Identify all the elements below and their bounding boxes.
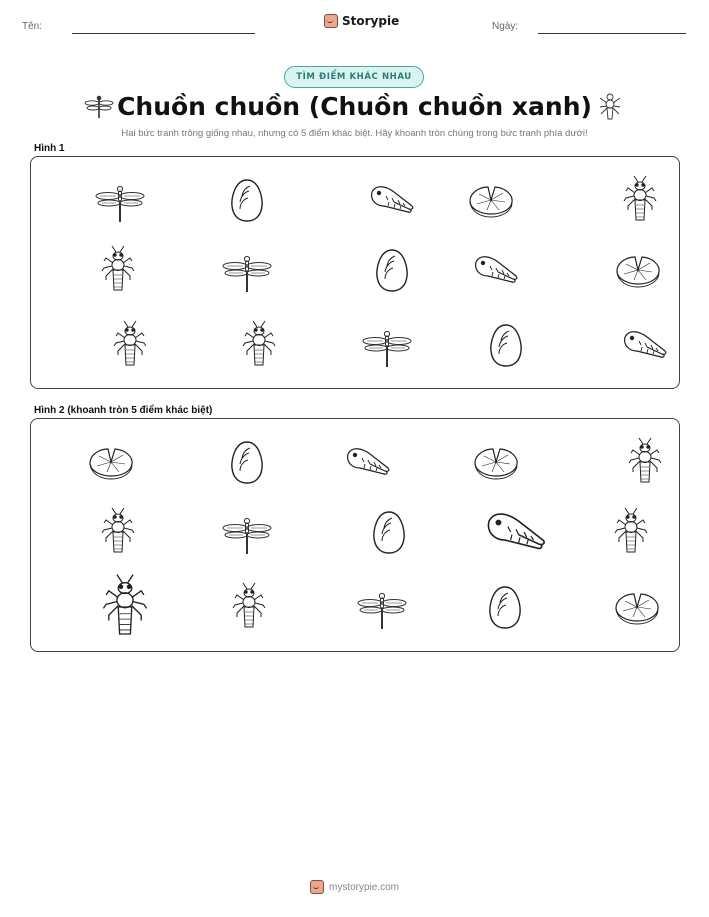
picture-1-panel bbox=[30, 156, 680, 389]
jaw-icon[interactable] bbox=[348, 449, 389, 474]
nymph-icon bbox=[243, 321, 275, 365]
egg-icon[interactable] bbox=[490, 587, 520, 628]
picture-1-grid bbox=[29, 155, 679, 388]
dragonfly-icon[interactable] bbox=[358, 594, 406, 630]
egg-icon bbox=[232, 180, 262, 221]
lilypad-icon bbox=[470, 187, 512, 217]
egg-icon bbox=[491, 325, 521, 366]
footer bbox=[0, 880, 709, 894]
egg-icon[interactable] bbox=[374, 512, 404, 553]
instructions: Hai bức tranh trông giống nhau, nhưng có 5 điểm khác biệt. Hãy khoanh tròn chúng trong bức tranh phía dưới! bbox=[121, 128, 588, 139]
date-line[interactable] bbox=[538, 33, 686, 34]
lilypad-icon[interactable] bbox=[90, 449, 132, 479]
nymph-icon[interactable] bbox=[629, 438, 661, 482]
dragonfly-icon[interactable] bbox=[223, 519, 271, 555]
nymph-icon[interactable] bbox=[104, 575, 147, 634]
egg-icon bbox=[377, 250, 407, 291]
storypie-logo-icon bbox=[310, 880, 324, 894]
picture-2-label: Hình 2 (khoanh tròn 5 điểm khác biệt) bbox=[34, 405, 213, 416]
nymph-icon[interactable] bbox=[233, 583, 265, 627]
brand-logo bbox=[324, 14, 399, 28]
date-label: Ngày: bbox=[492, 21, 519, 32]
picture-2-grid[interactable] bbox=[29, 417, 679, 651]
nymph-icon bbox=[114, 321, 146, 365]
dragonfly-icon bbox=[363, 332, 411, 368]
dragonfly-icon bbox=[96, 187, 144, 223]
egg-icon[interactable] bbox=[232, 442, 262, 483]
dragonfly-icon bbox=[223, 257, 271, 293]
jaw-icon bbox=[372, 187, 413, 212]
lilypad-icon bbox=[617, 257, 659, 287]
brand-name: Storypie bbox=[342, 14, 400, 28]
jaw-icon bbox=[476, 257, 517, 282]
storypie-logo-icon bbox=[324, 14, 338, 28]
name-line[interactable] bbox=[72, 33, 255, 34]
nymph-icon[interactable] bbox=[102, 508, 134, 552]
nymph-icon[interactable] bbox=[615, 508, 647, 552]
name-label: Tên: bbox=[22, 21, 43, 32]
nymph-icon bbox=[624, 176, 656, 220]
page-title: Chuồn chuồn (Chuồn chuồn xanh) bbox=[117, 92, 592, 121]
footer-url[interactable]: mystorypie.com bbox=[328, 881, 399, 893]
worksheet-type-badge: TÌM ĐIỂM KHÁC NHAU bbox=[284, 66, 424, 88]
lilypad-icon[interactable] bbox=[475, 449, 517, 479]
picture-2-panel[interactable] bbox=[30, 418, 680, 652]
lilypad-icon[interactable] bbox=[616, 594, 658, 624]
jaw-icon[interactable] bbox=[489, 514, 545, 548]
jaw-icon bbox=[625, 332, 666, 357]
picture-1-label: Hình 1 bbox=[34, 143, 65, 154]
nymph-icon bbox=[102, 246, 134, 290]
